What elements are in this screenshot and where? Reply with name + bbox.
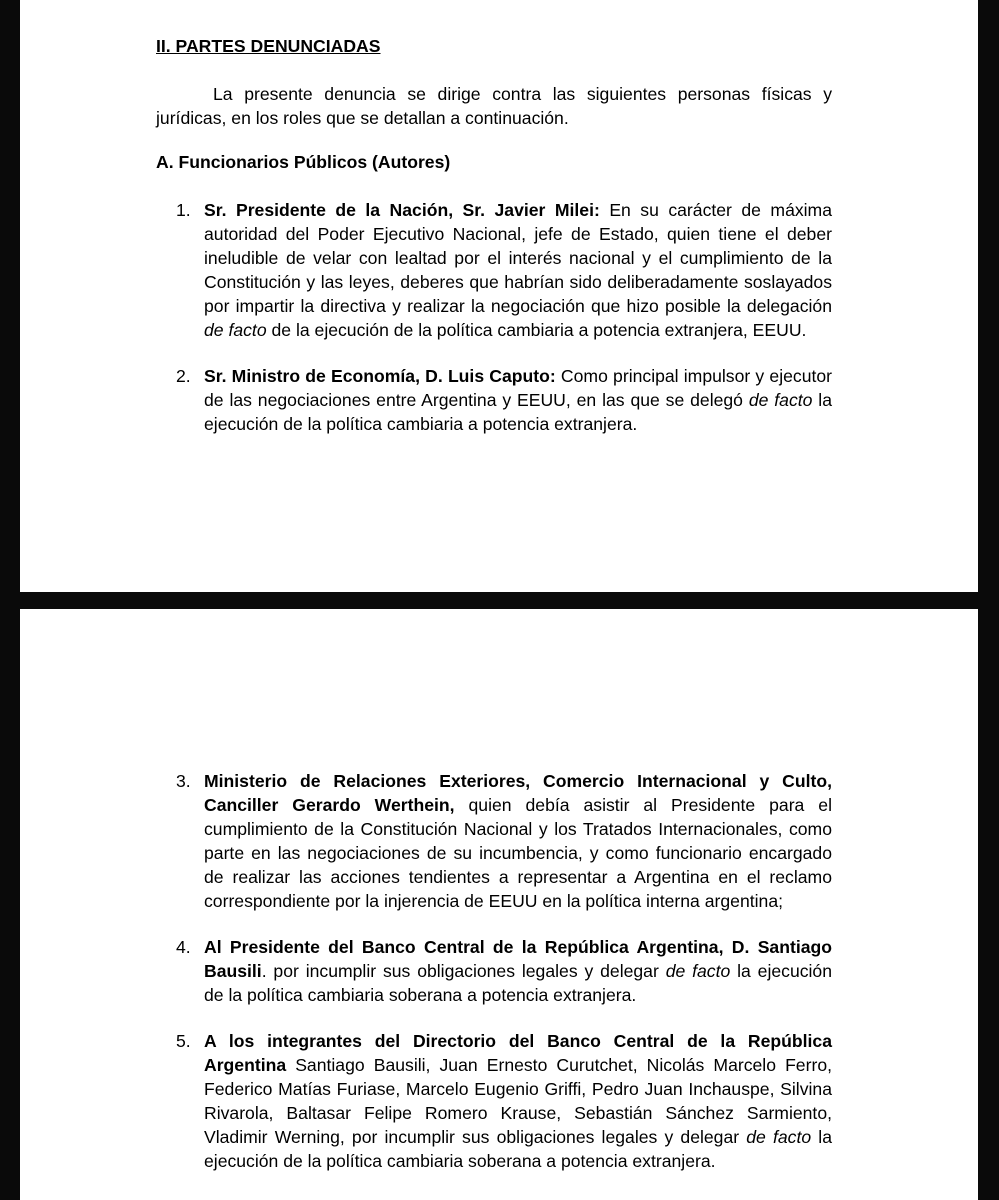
item-party-name: A los integrantes del Directorio del Banco Central de la República Argentina xyxy=(204,1031,832,1075)
item-text-end: la ejecución de la política cambiaria a potencia extranjera. xyxy=(204,390,833,434)
item-number: 2. xyxy=(176,366,191,386)
list-item xyxy=(156,364,832,436)
item-body xyxy=(204,198,832,342)
subsection-heading: A. Funcionarios Públicos (Autores) xyxy=(156,152,451,172)
list-item xyxy=(156,935,832,1007)
list-item xyxy=(156,1029,832,1173)
item-number: 3. xyxy=(176,771,191,791)
item-body xyxy=(204,1029,832,1173)
item-italic-term: de facto xyxy=(204,320,267,340)
item-number: 4. xyxy=(176,937,191,957)
list-item xyxy=(156,769,832,913)
document-page-2 xyxy=(20,609,978,1200)
section-heading: II. PARTES DENUNCIADAS xyxy=(156,36,381,56)
item-text-end: de la ejecución de la política cambiaria a potencia extranjera, EEUU. xyxy=(266,320,807,340)
intro-paragraph: La presente denuncia se dirige contra las siguientes personas físicas y jurídicas, en los roles que se detallan a continuación. xyxy=(156,84,832,128)
item-text-end: la ejecución de la política cambiaria soberana a potencia extranjera. xyxy=(204,1127,832,1171)
item-party-name: Sr. Presidente de la Nación, Sr. Javier Milei: xyxy=(204,200,600,220)
item-text: quien debía asistir al Presidente para el cumplimiento de la Constitución Nacional y los Tratados Internacionales, como parte en las negociaciones de su incumbencia, y como funcionario encargado de realizar las acciones tendientes a representar a Argentina en el reclamo correspondiente por la injerencia de EEUU en la política interna argentina; xyxy=(204,795,833,911)
item-text: Santiago Bausili, Juan Ernesto Curutchet, Nicolás Marcelo Ferro, Federico Matías Furiase, Marcelo Eugenio Griffi, Pedro Juan Inchauspe, Silvina Rivarola, Baltasar Felipe Romero Krause, Sebastián Sánchez Sarmiento, Vladimir Werning, por incumplir sus obligaciones legales y delegar xyxy=(204,1055,832,1147)
item-body xyxy=(204,769,832,913)
item-text-end: la ejecución de la política cambiaria soberana a potencia extranjera. xyxy=(204,961,833,1005)
list-item xyxy=(156,198,832,342)
item-body xyxy=(204,935,832,1007)
item-text: En su carácter de máxima autoridad del Poder Ejecutivo Nacional, jefe de Estado, quien tiene el deber ineludible de velar con lealtad por el interés nacional y el cumplimiento de la Constitución y las leyes, deberes que habrían sido deliberadamente soslayados por impartir la directiva y realizar la negociación que hizo posible la delegación xyxy=(204,200,832,316)
item-body xyxy=(204,364,832,436)
item-party-name: Sr. Ministro de Economía, D. Luis Caputo: xyxy=(204,366,556,386)
document-page-1 xyxy=(20,0,978,592)
item-number: 5. xyxy=(176,1031,191,1051)
item-number: 1. xyxy=(176,200,191,220)
item-party-name: Ministerio de Relaciones Exteriores, Comercio Internacional y Culto, Canciller Gerardo Werthein, xyxy=(204,771,832,815)
item-italic-term: de facto xyxy=(665,961,731,981)
item-italic-term: de facto xyxy=(748,390,813,410)
item-party-name: Al Presidente del Banco Central de la República Argentina, D. Santiago Bausili xyxy=(204,937,832,981)
item-text: . por incumplir sus obligaciones legales y delegar xyxy=(261,961,666,981)
item-italic-term: de facto xyxy=(746,1127,812,1147)
item-text: Como principal impulsor y ejecutor de las negociaciones entre Argentina y EEUU, en las que se delegó xyxy=(204,366,833,410)
